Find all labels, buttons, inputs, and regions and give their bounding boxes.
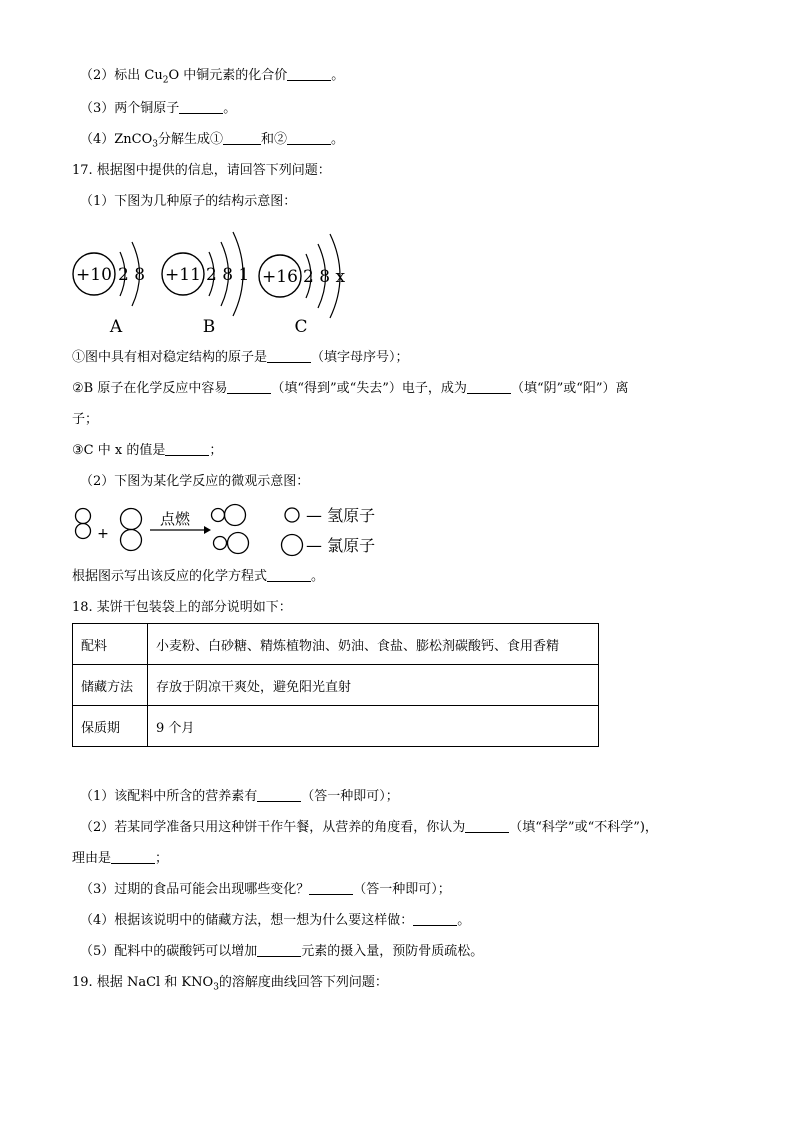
chlorine-atom	[121, 509, 142, 530]
shell-electrons: 2 8 x	[303, 267, 346, 287]
table-key: 储藏方法	[73, 665, 148, 706]
package-info-table	[72, 623, 599, 747]
table-value: 存放于阴凉干爽处，避免阳光直射	[148, 665, 599, 706]
table-value: 9 个月	[148, 706, 599, 747]
answer-blank[interactable]	[257, 787, 301, 802]
atom-label: B	[202, 317, 216, 337]
q18-part2: （2）若某同学准备只用这种饼干作午餐，从营养的角度看，你认为 （填“科学”或“不科学”)，	[80, 820, 658, 835]
q17-sub3: ③C 中 x 的值是 ；	[72, 443, 223, 458]
reaction-condition: 点燃	[159, 510, 191, 528]
table-value: 小麦粉、白砂糖、精炼植物油、奶油、食盐、膨松剂碳酸钙、食用香精	[148, 624, 599, 665]
atom-structure-diagram	[70, 226, 370, 340]
chlorine-atom	[225, 505, 246, 526]
q17-sub4: 根据图示写出该反应的化学方程式 。	[72, 569, 325, 584]
reaction-micro-diagram	[70, 498, 410, 562]
q16-part2: （2）标出 $Cu_2O$ 中铜元素的化合价 。	[80, 68, 345, 86]
answer-blank[interactable]	[227, 379, 271, 394]
atom-c	[259, 234, 345, 337]
answer-blank[interactable]	[257, 942, 301, 957]
arrow-head	[204, 526, 211, 534]
table-key: 保质期	[73, 706, 148, 747]
plus-sign: +	[97, 526, 109, 542]
answer-blank[interactable]	[465, 818, 509, 833]
q16-part4: （4）ZnCO$_3$分解生成① 和② 。	[80, 132, 345, 150]
table-row	[73, 706, 599, 747]
q18-part2-cont: 理由是 ；	[72, 851, 169, 866]
nucleus-charge: +10	[76, 265, 112, 285]
nucleus-charge: +16	[262, 267, 298, 287]
table-row	[73, 665, 599, 706]
answer-blank[interactable]	[179, 99, 223, 114]
legend-chlorine-label: — 氯原子	[306, 536, 376, 555]
table-row	[73, 624, 599, 665]
q17-sub1: ①图中具有相对稳定结构的原子是 （填字母序号）；	[72, 350, 409, 365]
q18-part3: （3）过期的食品可能会出现哪些变化？ （答一种即可）；	[80, 882, 451, 897]
q18-part4: （4）根据该说明中的储藏方法，想一想为什么要这样做： 。	[80, 913, 471, 928]
answer-blank[interactable]	[287, 130, 331, 145]
answer-blank[interactable]	[309, 880, 353, 895]
q17-sub2-cont: 子；	[72, 412, 99, 427]
answer-blank[interactable]	[413, 911, 457, 926]
answer-blank[interactable]	[111, 849, 155, 864]
q18-stem: 18. 某饼干包装袋上的部分说明如下：	[72, 600, 292, 615]
nucleus-charge: +11	[165, 265, 201, 285]
q17-part2: （2）下图为某化学反应的微观示意图：	[80, 474, 310, 489]
table-key: 配料	[73, 624, 148, 665]
legend-hydrogen-label: — 氢原子	[306, 506, 376, 525]
answer-blank[interactable]	[267, 348, 311, 363]
atom-label: A	[109, 317, 123, 337]
shell-electrons: 2 8 1	[206, 265, 250, 285]
hydrogen-atom	[214, 537, 227, 550]
atom-b	[162, 232, 249, 337]
q17-part1: （1）下图为几种原子的结构示意图：	[80, 194, 297, 209]
shell-electrons: 2 8	[118, 265, 146, 285]
answer-blank[interactable]	[287, 66, 331, 81]
chlorine-atom	[228, 533, 249, 554]
atom-label: C	[294, 317, 308, 337]
hydrogen-atom	[212, 509, 225, 522]
answer-blank[interactable]	[267, 567, 311, 582]
q18-part1: （1）该配料中所含的营养素有 （答一种即可）；	[80, 789, 399, 804]
atom-a	[73, 242, 145, 337]
q16-part3: （3）两个铜原子 。	[80, 101, 237, 116]
answer-blank[interactable]	[223, 130, 261, 145]
q17-stem: 17. 根据图中提供的信息，请回答下列问题：	[72, 163, 331, 178]
legend-chlorine-icon	[282, 535, 303, 556]
legend-hydrogen-icon	[285, 508, 299, 522]
answer-blank[interactable]	[165, 441, 209, 456]
q17-sub2: ②B 原子在化学反应中容易 （填“得到”或“失去”）电子，成为 （填“阴”或“阳”）离	[72, 381, 629, 396]
chlorine-atom	[121, 530, 142, 551]
q18-part5: （5）配料中的碳酸钙可以增加 元素的摄入量，预防骨质疏松。	[80, 944, 484, 959]
answer-blank[interactable]	[467, 379, 511, 394]
q19-stem: 19. 根据 NaCl 和 $KNO_3$的溶解度曲线回答下列问题：	[72, 975, 388, 993]
hydrogen-atom	[76, 524, 91, 539]
hydrogen-atom	[76, 509, 91, 524]
